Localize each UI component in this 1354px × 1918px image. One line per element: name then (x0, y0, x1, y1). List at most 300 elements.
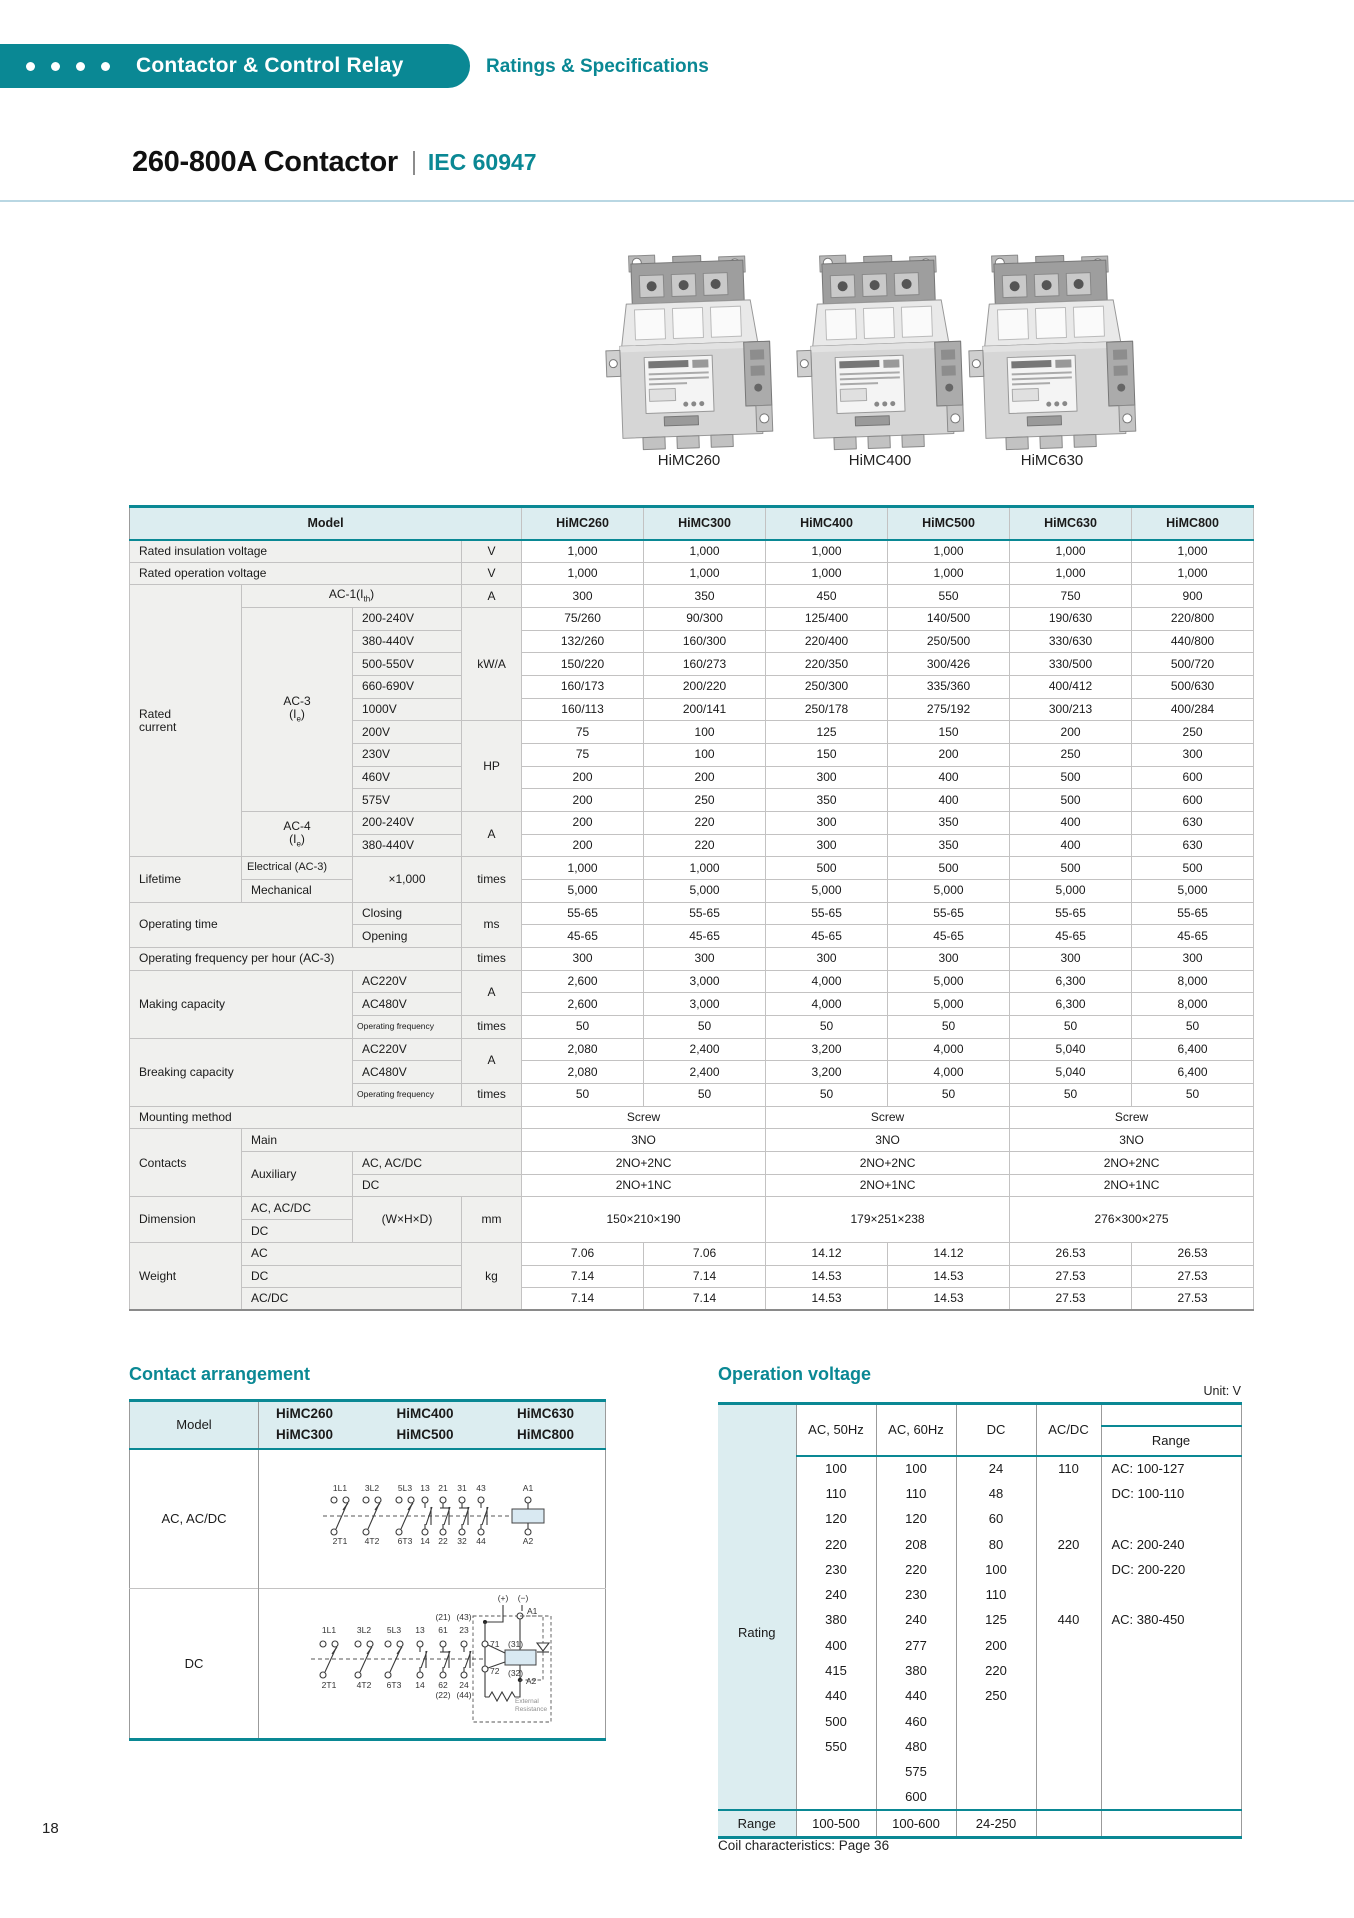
diagram-shape (375, 1497, 381, 1503)
coil-characteristics-note: Coil characteristics: Page 36 (718, 1838, 890, 1853)
spec-cell: 100 (644, 744, 766, 767)
spec-cell: 200 (522, 789, 644, 812)
spec-cell: 75 (522, 721, 644, 744)
spec-row (130, 1152, 1254, 1175)
ov-rating-label: Rating (718, 1456, 796, 1810)
ov-header-row (718, 1404, 1241, 1426)
spec-cell: DC (242, 1220, 353, 1243)
contact-model-names (259, 1401, 606, 1449)
spec-cell: 90/300 (644, 608, 766, 631)
ov-range-text: AC: 100-127 (1101, 1456, 1241, 1481)
diagram-shape (396, 1529, 402, 1535)
diagram-shape (459, 1529, 465, 1535)
spec-row (130, 970, 1254, 993)
diagram-shape (440, 1641, 446, 1647)
spec-cell: 14.53 (766, 1288, 888, 1311)
spec-cell: 500 (1010, 766, 1132, 789)
ov-row (718, 1759, 1241, 1784)
spec-cell: 3,000 (644, 970, 766, 993)
spec-row (130, 540, 1254, 563)
ov-value: 480 (876, 1734, 956, 1759)
spec-cell: 300 (1010, 948, 1132, 971)
ov-value: 220 (1036, 1531, 1101, 1556)
ov-value (1036, 1734, 1101, 1759)
spec-cell: 50 (522, 1084, 644, 1107)
spec-cell: 27.53 (1132, 1288, 1254, 1311)
spec-cell: 440/800 (1132, 630, 1254, 653)
spec-cell: AC, AC/DC (242, 1197, 353, 1220)
spec-cell: 1,000 (644, 562, 766, 585)
spec-cell: 4,000 (766, 993, 888, 1016)
spec-cell: 7.14 (644, 1288, 766, 1311)
diagram-shape (440, 1529, 446, 1535)
spec-row (130, 1129, 1254, 1152)
ov-range-text: DC: 200-220 (1101, 1557, 1241, 1582)
spec-cell: 140/500 (888, 608, 1010, 631)
spec-cell: 500 (1010, 789, 1132, 812)
spec-cell: 2NO+2NC (522, 1152, 766, 1175)
spec-col-header: HiMC500 (888, 507, 1010, 540)
spec-cell: Mechanical (242, 880, 353, 903)
spec-cell: 400 (888, 766, 1010, 789)
banner-category-label: Contactor & Control Relay (136, 54, 404, 77)
spec-cell: 550 (888, 585, 1010, 608)
spec-cell: 1,000 (888, 540, 1010, 563)
diagram-shape (367, 1641, 373, 1647)
coil-terminal-label: A2 (526, 1676, 537, 1686)
spec-cell: 45-65 (644, 925, 766, 948)
diagram-shape (325, 1648, 336, 1672)
ov-range-empty (1036, 1810, 1101, 1838)
spec-cell: 27.53 (1132, 1265, 1254, 1288)
spec-cell: 200 (1010, 721, 1132, 744)
spec-row (130, 880, 1254, 903)
spec-cell: times (462, 948, 522, 971)
ov-value: 200 (956, 1633, 1036, 1658)
spec-cell: Screw (766, 1106, 1010, 1129)
ov-value: 400 (796, 1633, 876, 1658)
spec-cell: 220/800 (1132, 608, 1254, 631)
spec-cell: 460V (353, 766, 462, 789)
spec-cell: 350 (766, 789, 888, 812)
ov-value: 220 (956, 1658, 1036, 1683)
diagram-shape (331, 1497, 337, 1503)
diagram-label: 62 (438, 1680, 448, 1690)
spec-cell: 2,400 (644, 1038, 766, 1061)
diagram-shape (355, 1641, 361, 1647)
spec-cell: AC/DC (242, 1288, 462, 1311)
spec-cell: 1,000 (1132, 562, 1254, 585)
spec-cell: 150/220 (522, 653, 644, 676)
spec-cell: 5,000 (522, 880, 644, 903)
spec-row (130, 608, 1254, 631)
spec-cell: 500 (1010, 857, 1132, 880)
diagram-shape (332, 1641, 338, 1647)
external-resistance-note: Resistance (515, 1706, 548, 1713)
ov-range-text (1101, 1683, 1241, 1708)
spec-row (130, 585, 1254, 608)
diagram-label: (21) (435, 1612, 451, 1622)
contact-arrangement-table (129, 1399, 606, 1741)
spec-cell: 45-65 (766, 925, 888, 948)
spec-cell: 660-690V (353, 676, 462, 699)
spec-cell: AC-4 $(I_e)$ (242, 812, 353, 857)
spec-cell: 160/300 (644, 630, 766, 653)
spec-row (130, 1265, 1254, 1288)
spec-cell: 300/426 (888, 653, 1010, 676)
ov-value: 110 (876, 1481, 956, 1506)
banner-dots-icon (26, 62, 110, 71)
ov-value: 550 (796, 1734, 876, 1759)
spec-cell: 200V (353, 721, 462, 744)
spec-cell: Contacts (130, 1129, 242, 1197)
spec-cell: 150 (888, 721, 1010, 744)
ov-value: 240 (796, 1582, 876, 1607)
operation-voltage-heading: Operation voltage (718, 1364, 872, 1384)
spec-cell: ms (462, 902, 522, 947)
spec-cell: AC220V (353, 970, 462, 993)
spec-row (130, 948, 1254, 971)
diagram-label: 3L2 (356, 1625, 372, 1635)
ov-value: 600 (876, 1784, 956, 1809)
diagram-shape (368, 1504, 379, 1529)
ov-value: 500 (796, 1708, 876, 1733)
spec-cell: 250/300 (766, 676, 888, 699)
diagram-shape (363, 1497, 369, 1503)
spec-cell: Opening (353, 925, 462, 948)
diagram-label: 1L1 (332, 1482, 348, 1493)
ov-value: 440 (796, 1683, 876, 1708)
spec-cell: 250 (1010, 744, 1132, 767)
diagram-shape (408, 1497, 414, 1503)
spec-cell: 500-550V (353, 653, 462, 676)
diagram-label: 2T1 (321, 1680, 337, 1690)
spec-cell: kg (462, 1242, 522, 1310)
spec-cell: 200 (888, 744, 1010, 767)
coil-terminal-label: A1 (522, 1482, 534, 1493)
ov-row (718, 1784, 1241, 1809)
ov-value (956, 1759, 1036, 1784)
diagram-shape (385, 1641, 391, 1647)
model-name: HiMC630 (516, 1405, 574, 1421)
page-number: 18 (42, 1820, 59, 1837)
aux-terminal-alt-label: (31) (508, 1639, 524, 1649)
spec-cell: 14.12 (766, 1242, 888, 1265)
ov-value (1036, 1759, 1101, 1784)
spec-cell: 220/400 (766, 630, 888, 653)
ov-row (718, 1481, 1241, 1506)
diagram-label: 24 (459, 1680, 469, 1690)
ov-value: 415 (796, 1658, 876, 1683)
spec-cell: 300 (888, 948, 1010, 971)
diagram-shape (331, 1529, 337, 1535)
spec-cell: 300 (1132, 744, 1254, 767)
model-name: HiMC260 (276, 1405, 334, 1421)
diagram-label: 32 (457, 1535, 467, 1546)
diagram-shape (397, 1641, 403, 1647)
spec-cell: 575V (353, 789, 462, 812)
ov-row (718, 1557, 1241, 1582)
top-banner (0, 44, 470, 88)
spec-cell: A (462, 1038, 522, 1083)
spec-cell: 45-65 (888, 925, 1010, 948)
external-resistance-note: External (515, 1698, 539, 1705)
spec-cell: (W×H×D) (353, 1197, 462, 1242)
spec-cell: 500 (1132, 857, 1254, 880)
diagram-shape (461, 1672, 467, 1678)
ov-range-text (1101, 1784, 1241, 1809)
spec-row (130, 857, 1254, 880)
contact-arrangement-heading: Contact arrangement (129, 1364, 311, 1384)
contact-model-corner: Model (130, 1401, 259, 1449)
spec-cell: AC-3 $(I_e)$ (242, 608, 353, 812)
spec-cell: 55-65 (766, 902, 888, 925)
ov-col-header: DC (956, 1404, 1036, 1456)
ov-range-header-spacer (1101, 1404, 1241, 1426)
ov-value: 220 (876, 1557, 956, 1582)
contact-table-header (130, 1401, 606, 1449)
spec-cell: 2,080 (522, 1061, 644, 1084)
diagram-label: 44 (476, 1535, 486, 1546)
ov-row (718, 1734, 1241, 1759)
spec-cell: 200/141 (644, 698, 766, 721)
ov-range-text (1101, 1658, 1241, 1683)
spec-cell: 350 (888, 812, 1010, 835)
spec-cell: Closing (353, 902, 462, 925)
ov-row (718, 1456, 1241, 1481)
ov-range-text: AC: 200-240 (1101, 1531, 1241, 1556)
ov-value: 110 (1036, 1456, 1101, 1481)
spec-cell: Operating frequency (353, 1016, 462, 1039)
diagram-shape (343, 1497, 349, 1503)
spec-cell: 4,000 (888, 1038, 1010, 1061)
ov-range-row (718, 1810, 1241, 1838)
ov-value: 208 (876, 1531, 956, 1556)
ov-value: 110 (796, 1481, 876, 1506)
product-label: HiMC260 (657, 452, 721, 469)
diagram-shape (440, 1672, 446, 1678)
diagram-label: 2T1 (332, 1535, 348, 1546)
spec-cell: 500/720 (1132, 653, 1254, 676)
spec-cell: 200 (522, 812, 644, 835)
ov-value: 380 (796, 1607, 876, 1632)
spec-cell: 6,400 (1132, 1038, 1254, 1061)
spec-cell: 160/273 (644, 653, 766, 676)
product-label: HiMC400 (848, 452, 912, 469)
spec-cell: 75 (522, 744, 644, 767)
spec-cell: 230V (353, 744, 462, 767)
diagram-label: 13 (420, 1482, 430, 1493)
contact-row-ac (130, 1449, 606, 1589)
spec-cell: 350 (644, 585, 766, 608)
spec-cell: Dimension (130, 1197, 242, 1242)
spec-cell: AC220V (353, 1038, 462, 1061)
diagram-shape (478, 1497, 484, 1503)
spec-cell: 4,000 (888, 1061, 1010, 1084)
spec-cell: AC480V (353, 1061, 462, 1084)
spec-cell: 190/630 (1010, 608, 1132, 631)
spec-cell: 125/400 (766, 608, 888, 631)
ov-range-text (1101, 1506, 1241, 1531)
spec-cell: Rated operation voltage (130, 562, 462, 585)
spec-cell: 1,000 (766, 562, 888, 585)
diagram-label: 21 (438, 1482, 448, 1493)
ov-value: 250 (956, 1683, 1036, 1708)
ov-row (718, 1607, 1241, 1632)
spec-cell: 300 (766, 766, 888, 789)
diagram-label: 13 (415, 1625, 425, 1635)
spec-cell: 150×210×190 (522, 1197, 766, 1242)
spec-cell: 7.14 (522, 1265, 644, 1288)
spec-cell: times (462, 1084, 522, 1107)
spec-cell: Screw (522, 1106, 766, 1129)
spec-cell: 55-65 (1132, 902, 1254, 925)
product-photo-himc260 (604, 248, 774, 458)
ov-value (1036, 1784, 1101, 1809)
spec-cell: Operating frequency (353, 1084, 462, 1107)
spec-cell: 900 (1132, 585, 1254, 608)
spec-cell: AC480V (353, 993, 462, 1016)
spec-cell: 300 (522, 585, 644, 608)
spec-cell: 300 (522, 948, 644, 971)
spec-cell: 14.53 (888, 1288, 1010, 1311)
diagram-label: 43 (476, 1482, 486, 1493)
spec-cell: kW/A (462, 608, 522, 721)
spec-cell: 1,000 (644, 540, 766, 563)
spec-cell: 45-65 (1132, 925, 1254, 948)
spec-cell: 5,000 (644, 880, 766, 903)
coil-terminal-label: A1 (527, 1606, 538, 1616)
ov-value: 110 (956, 1582, 1036, 1607)
ov-row (718, 1633, 1241, 1658)
product-photo-himc400 (795, 248, 965, 458)
spec-cell: 55-65 (522, 902, 644, 925)
ov-value (1036, 1481, 1101, 1506)
spec-cell: mm (462, 1197, 522, 1242)
spec-cell: 2,600 (522, 993, 644, 1016)
spec-header-row (130, 507, 1254, 540)
spec-cell: Breaking capacity (130, 1038, 353, 1106)
spec-cell: 27.53 (1010, 1265, 1132, 1288)
spec-cell: 275/192 (888, 698, 1010, 721)
diagram-shape (461, 1641, 467, 1647)
spec-cell: AC (242, 1242, 462, 1265)
spec-cell: 400/284 (1132, 698, 1254, 721)
diagram-shape (459, 1497, 465, 1503)
spec-col-header: HiMC400 (766, 507, 888, 540)
diagram-label: 22 (438, 1535, 448, 1546)
diagram-label: 1L1 (321, 1625, 337, 1635)
model-name: HiMC800 (516, 1426, 574, 1442)
spec-cell: 7.06 (644, 1242, 766, 1265)
diagram-shape (422, 1529, 428, 1535)
spec-row (130, 1242, 1254, 1265)
page-title: 260-800A Contactor (132, 146, 398, 178)
ov-range-text (1101, 1633, 1241, 1658)
spec-cell: 250/178 (766, 698, 888, 721)
ov-col-header: AC/DC (1036, 1404, 1101, 1456)
spec-cell: times (462, 857, 522, 902)
model-name: HiMC500 (396, 1426, 454, 1442)
minus-label: (−) (517, 1593, 529, 1603)
diagram-label: (43) (456, 1612, 472, 1622)
spec-col-header: HiMC630 (1010, 507, 1132, 540)
ov-value (1036, 1557, 1101, 1582)
spec-cell: Screw (1010, 1106, 1254, 1129)
spec-cell: $AC-1(I_{th})$ (242, 585, 462, 608)
spec-cell: 2,600 (522, 970, 644, 993)
diagram-shape (390, 1648, 401, 1672)
spec-cell: 50 (644, 1084, 766, 1107)
spec-cell: 132/260 (522, 630, 644, 653)
spec-cell: 5,000 (888, 993, 1010, 1016)
dc-diagram-cell (259, 1589, 606, 1740)
spec-cell: 7.14 (522, 1288, 644, 1311)
spec-cell: 26.53 (1010, 1242, 1132, 1265)
ov-range-value: 100-500 (796, 1810, 876, 1838)
diagram-shape (417, 1672, 423, 1678)
ov-row (718, 1506, 1241, 1531)
spec-cell: HP (462, 721, 522, 812)
diagram-label: 5L3 (397, 1482, 413, 1493)
spec-row (130, 1197, 1254, 1220)
ov-value: 230 (876, 1582, 956, 1607)
spec-cell: 335/360 (888, 676, 1010, 699)
spec-cell: 600 (1132, 766, 1254, 789)
spec-cell: 125 (766, 721, 888, 744)
spec-cell: 50 (1010, 1016, 1132, 1039)
diagram-shape (363, 1529, 369, 1535)
title-separator (413, 151, 415, 175)
spec-cell: 400/412 (1010, 676, 1132, 699)
spec-cell: 3,000 (644, 993, 766, 1016)
spec-row (130, 1038, 1254, 1061)
ov-col-header: AC, 60Hz (876, 1404, 956, 1456)
ov-value: 60 (956, 1506, 1036, 1531)
spec-cell: 2NO+1NC (766, 1174, 1010, 1197)
ov-corner (718, 1404, 796, 1456)
ov-value: 440 (1036, 1607, 1101, 1632)
spec-cell: 250/500 (888, 630, 1010, 653)
spec-cell: 300 (644, 948, 766, 971)
diagram-label: 3L2 (364, 1482, 380, 1493)
ov-value (796, 1759, 876, 1784)
spec-cell: 5,040 (1010, 1061, 1132, 1084)
spec-cell: 50 (766, 1016, 888, 1039)
ov-value (1036, 1658, 1101, 1683)
model-name: HiMC300 (276, 1426, 334, 1442)
ov-row (718, 1658, 1241, 1683)
spec-cell: 2NO+1NC (522, 1174, 766, 1197)
spec-cell: Lifetime (130, 857, 242, 902)
ov-row (718, 1683, 1241, 1708)
spec-cell: 50 (1132, 1016, 1254, 1039)
ov-value (1036, 1708, 1101, 1733)
ac-diagram-cell (259, 1449, 606, 1589)
spec-cell: 50 (766, 1084, 888, 1107)
ov-value: 575 (876, 1759, 956, 1784)
spec-cell: 5,000 (1010, 880, 1132, 903)
spec-row (130, 562, 1254, 585)
spec-cell: 6,400 (1132, 1061, 1254, 1084)
ov-range-text (1101, 1759, 1241, 1784)
ov-range-value: 100-600 (876, 1810, 956, 1838)
spec-cell: 150 (766, 744, 888, 767)
aux-terminal-label: 72 (490, 1666, 500, 1676)
spec-col-header: HiMC300 (644, 507, 766, 540)
spec-cell: Making capacity (130, 970, 353, 1038)
spec-cell: 50 (888, 1084, 1010, 1107)
